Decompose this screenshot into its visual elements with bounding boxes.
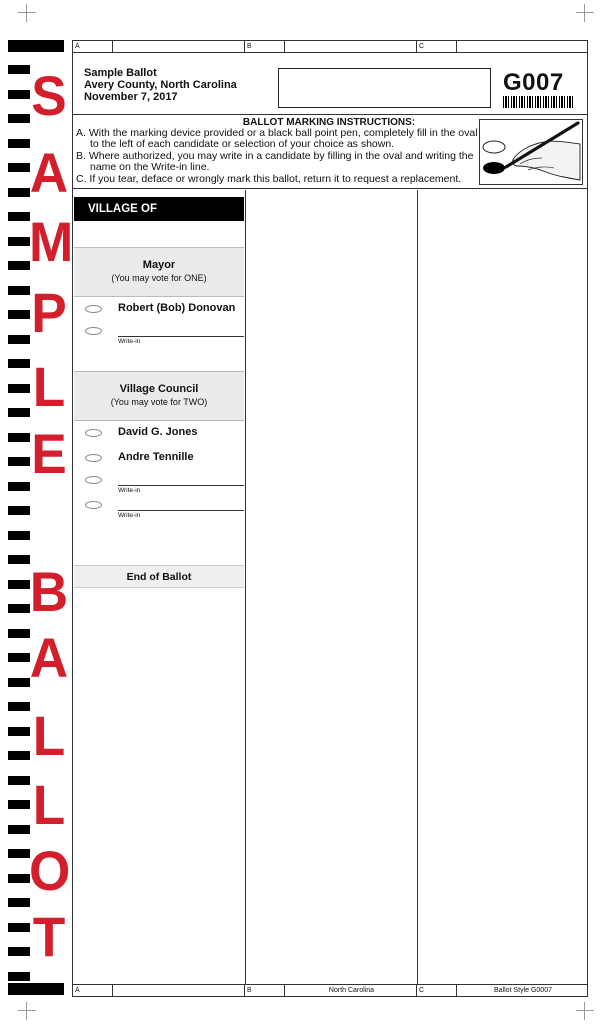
write-in-line[interactable] (118, 485, 244, 486)
timing-mark (8, 188, 30, 197)
write-in-line[interactable] (118, 510, 244, 511)
vote-oval[interactable] (85, 476, 102, 484)
timing-mark (8, 139, 30, 148)
timing-mark (8, 531, 30, 540)
timing-mark (8, 825, 30, 834)
registration-mark-top-left (18, 4, 36, 22)
timing-mark (8, 702, 30, 711)
write-in-row[interactable] (74, 495, 244, 517)
end-of-ballot: End of Ballot (74, 565, 244, 588)
ballot-county: Avery County, North Carolina (84, 79, 237, 91)
candidate-row[interactable] (74, 423, 244, 445)
timing-mark (8, 898, 30, 907)
footer-state: North Carolina (285, 985, 417, 997)
timing-mark (8, 261, 30, 270)
contest-title: Mayor (142, 259, 176, 271)
watermark-letter: A (29, 141, 69, 204)
timing-mark (8, 408, 30, 417)
candidate-name: Robert (Bob) Donovan (118, 302, 236, 314)
contest-header-mayor (74, 247, 244, 297)
vote-oval[interactable] (85, 305, 102, 313)
contest-title: Village Council (119, 383, 199, 395)
header-blank-box (278, 68, 491, 108)
registration-mark-top-right (576, 4, 594, 22)
watermark-letter: L (32, 355, 66, 418)
timing-mark (8, 482, 30, 491)
timing-mark (8, 114, 30, 123)
timing-mark (8, 90, 30, 99)
ballot-date: November 7, 2017 (84, 91, 178, 103)
write-in-line[interactable] (118, 336, 244, 337)
timing-mark (8, 310, 30, 319)
column-marker-c: C (417, 985, 457, 997)
hand-marking-illustration (479, 119, 583, 185)
vote-oval[interactable] (85, 501, 102, 509)
instruction-line: A. With the marking device provided or a black ball point pen, completely fill in the oval (76, 127, 478, 139)
timing-mark (8, 923, 30, 932)
timing-mark (8, 335, 30, 344)
watermark-letter: T (32, 905, 66, 968)
ballot-sheet (72, 40, 588, 997)
watermark-letter: M (29, 210, 74, 273)
timing-bar-bottom (8, 983, 64, 995)
column-marker-a: A (73, 41, 113, 53)
ballot-header (73, 53, 587, 115)
jurisdiction-header: VILLAGE OF GRANDFATHER (74, 197, 244, 221)
column-marker-b: B (245, 41, 285, 53)
timing-mark (8, 874, 30, 883)
column-ruler-blank (113, 985, 245, 997)
instruction-line: to the left of each candidate or selection of your choice as shown. (90, 138, 395, 150)
timing-mark (8, 972, 30, 981)
candidate-name: Andre Tennille (118, 451, 194, 463)
timing-mark (8, 163, 30, 172)
timing-mark (8, 751, 30, 760)
write-in-row[interactable] (74, 470, 244, 492)
candidate-row[interactable] (74, 299, 244, 321)
timing-mark (8, 653, 30, 662)
timing-mark (8, 849, 30, 858)
timing-mark (8, 457, 30, 466)
watermark-letter: B (29, 560, 69, 623)
write-in-row[interactable] (74, 321, 244, 343)
timing-mark (8, 776, 30, 785)
column-marker-a: A (73, 985, 113, 997)
timing-mark (8, 580, 30, 589)
registration-mark-bottom-right (576, 1002, 594, 1020)
timing-mark (8, 678, 30, 687)
watermark-letter: S (31, 64, 67, 127)
timing-mark (8, 237, 30, 246)
column-marker-c: C (417, 41, 457, 53)
ballot-title: Sample Ballot (84, 67, 157, 79)
candidate-name: David G. Jones (118, 426, 198, 438)
vote-oval[interactable] (85, 429, 102, 437)
timing-mark (8, 555, 30, 564)
timing-mark (8, 947, 30, 956)
barcode (503, 96, 575, 108)
column-ruler-bottom (73, 984, 587, 996)
column-marker-b: B (245, 985, 285, 997)
marking-instructions (73, 116, 587, 189)
column-divider (417, 190, 418, 985)
watermark-letter: P (31, 281, 67, 344)
timing-mark (8, 629, 30, 638)
timing-bar-top (8, 40, 64, 52)
column-ruler-blank (113, 41, 245, 53)
write-in-label: Write-in (118, 338, 141, 345)
timing-mark (8, 800, 30, 809)
instruction-line: name on the Write-in line. (90, 161, 210, 173)
watermark-letter: L (32, 704, 66, 767)
timing-mark (8, 604, 30, 613)
timing-mark (8, 359, 30, 368)
watermark-letter: L (32, 773, 66, 836)
candidate-row[interactable] (74, 448, 244, 470)
contest-header-village-council (74, 371, 244, 421)
registration-mark-bottom-left (18, 1002, 36, 1020)
timing-mark (8, 65, 30, 74)
timing-mark (8, 506, 30, 515)
timing-mark (8, 286, 30, 295)
watermark-letter: O (29, 839, 71, 902)
instructions-title: BALLOT MARKING INSTRUCTIONS: (242, 117, 416, 128)
ballot-columns (73, 190, 587, 985)
timing-mark (8, 384, 30, 393)
vote-oval[interactable] (85, 454, 102, 462)
timing-mark (8, 727, 30, 736)
ballot-style-code: G007 (503, 69, 564, 96)
watermark-letter: A (29, 626, 69, 689)
column-ruler-top (73, 41, 587, 53)
instruction-line: C. If you tear, deface or wrongly mark this ballot, return it to request a replacement. (76, 173, 462, 185)
hand-pen-icon (480, 120, 582, 184)
column-divider (245, 190, 246, 985)
contest-vote-instruction: (You may vote for TWO) (110, 397, 208, 407)
instruction-line: B. Where authorized, you may write in a candidate by filling in the oval and writing the (76, 150, 474, 162)
contest-vote-instruction: (You may vote for ONE) (111, 273, 207, 283)
column-ruler-blank (285, 41, 417, 53)
watermark-letter: E (31, 422, 67, 485)
write-in-label: Write-in (118, 512, 141, 519)
timing-mark (8, 212, 30, 221)
timing-mark (8, 433, 30, 442)
footer-ballot-style: Ballot Style G0007 (494, 987, 552, 994)
write-in-label: Write-in (118, 487, 141, 494)
vote-oval[interactable] (85, 327, 102, 335)
